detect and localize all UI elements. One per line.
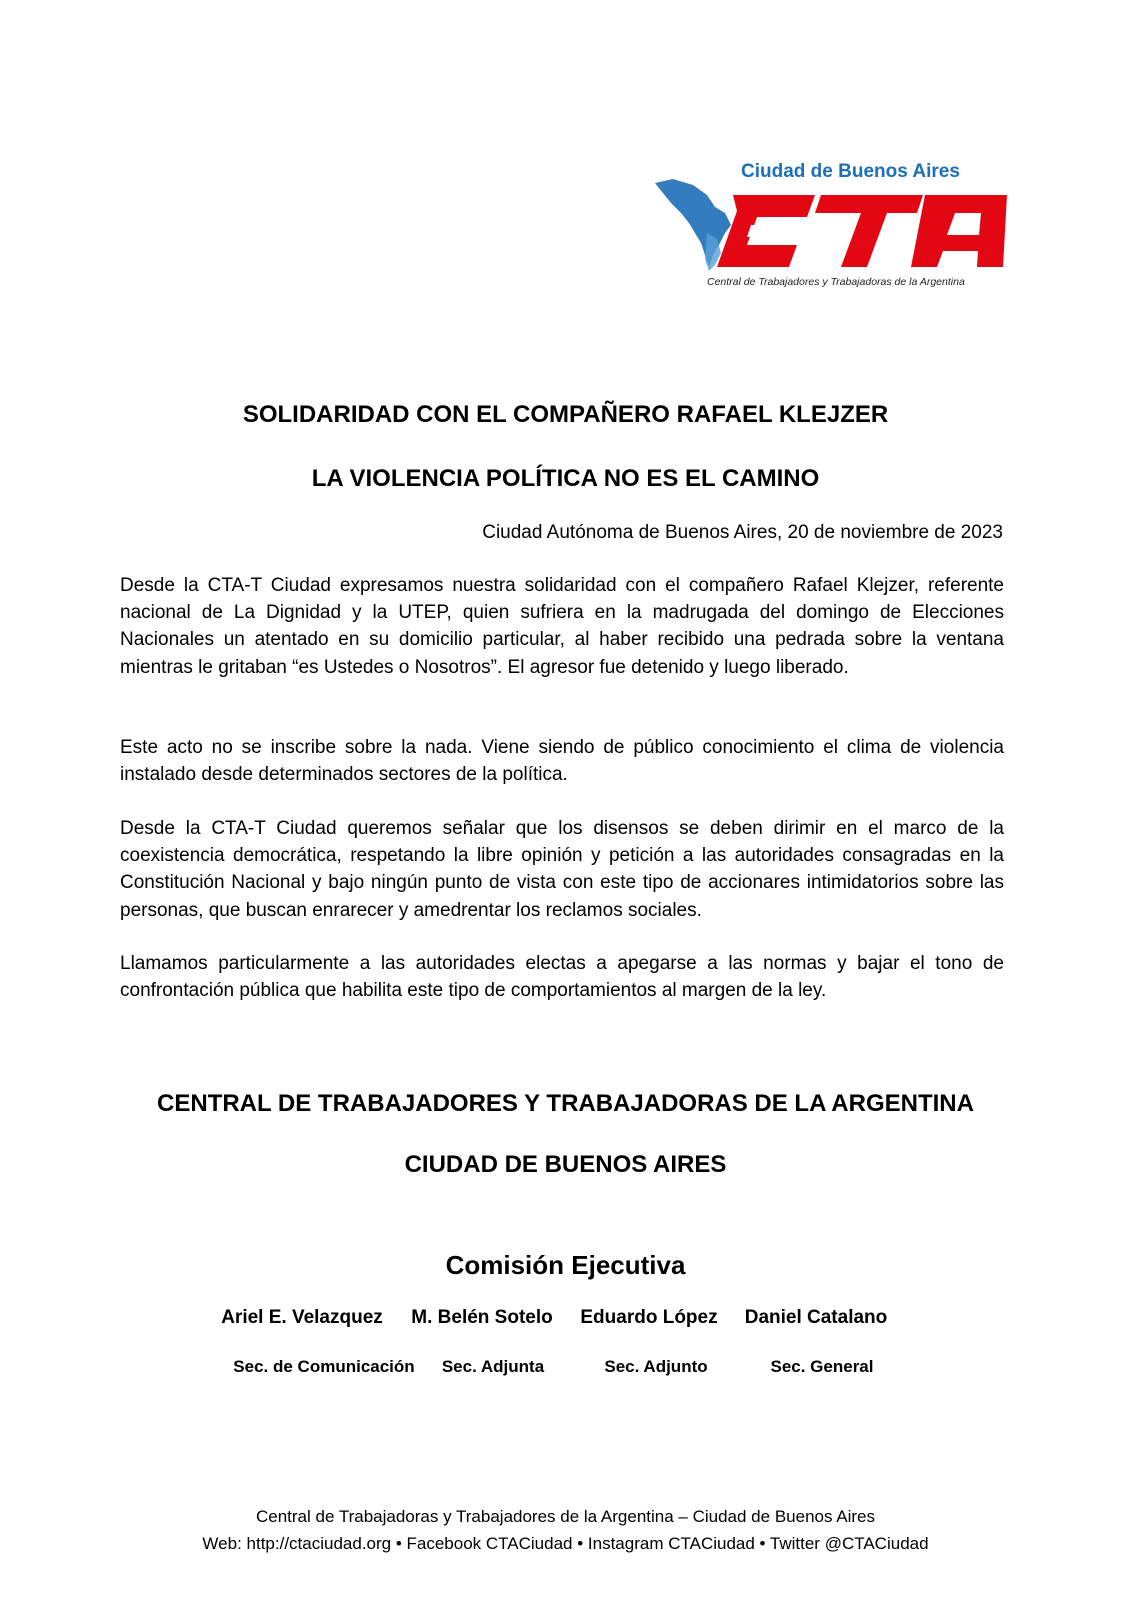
signatory-roles: [0, 1357, 1131, 1385]
cta-logo: [655, 155, 1025, 295]
dateline: Ciudad Autónoma de Buenos Aires, 20 de noviembre de 2023: [482, 522, 1003, 543]
document-title: SOLIDARIDAD CON EL COMPAÑERO RAFAEL KLEJZER: [242, 401, 889, 428]
signatory-name: Eduardo López: [580, 1307, 718, 1328]
paragraph: Desde la CTA-T Ciudad queremos señalar que los disensos se deben dirimir en el marco de la coexistencia democrática, respetando la libre opinión y petición a las autoridades consagradas en la Constitución Nacional y bajo ningún punto de vista con este tipo de accionares intimidatorios sobre las personas, que buscan enrarecer y amedrentar los reclamos sociales.: [120, 818, 1004, 921]
signatory-name: Daniel Catalano: [744, 1307, 888, 1328]
signatory-role: Sec. Adjunto: [604, 1357, 708, 1376]
signatory-role: Sec. Adjunta: [441, 1357, 545, 1376]
signatory-name: M. Belén Sotelo: [411, 1307, 553, 1328]
logo-tagline-text: Central de Trabajadores y Trabajadoras de la Argentina: [707, 276, 965, 288]
document-subtitle: LA VIOLENCIA POLÍTICA NO ES EL CAMINO: [311, 465, 820, 492]
signatory-role: Sec. de Comunicación: [233, 1357, 415, 1376]
signatory-role: Sec. General: [770, 1357, 874, 1376]
paragraph: Desde la CTA-T Ciudad expresamos nuestra solidaridad con el compañero Rafael Klejzer, referente nacional de La Dignidad y la UTEP, quien sufriera en la madrugada del domingo de Elecciones Nacionales un atentado en su domicilio particular, al haber recibido una pedrada sobre la ventana mientras le gritaban “es Ustedes o Nosotros”. El agresor fue detenido y luego liberado.: [120, 575, 1004, 678]
organization-city: CIUDAD DE BUENOS AIRES: [404, 1151, 727, 1178]
signatory-name: Ariel E. Velazquez: [221, 1307, 383, 1328]
footer-organization: Central de Trabajadoras y Trabajadores de la Argentina – Ciudad de Buenos Aires: [255, 1507, 875, 1526]
paragraph: Llamamos particularmente a las autoridades electas a apegarse a las normas y bajar el tono de confrontación pública que habilita este tipo de comportamientos al margen de la ley.: [120, 953, 1004, 1002]
organization-name: CENTRAL DE TRABAJADORES Y TRABAJADORAS DE LA ARGENTINA: [157, 1090, 974, 1117]
signatory-names: [0, 1307, 1131, 1337]
footer-contacts: Web: http://ctaciudad.org • Facebook CTACiudad • Instagram CTACiudad • Twitter @CTACiudad: [202, 1534, 929, 1553]
paragraph: Este acto no se inscribe sobre la nada. Viene siendo de público conocimiento el clima de violencia instalado desde determinados sectores de la política.: [120, 737, 1004, 786]
logo-city-text: Ciudad de Buenos Aires: [741, 161, 960, 182]
commission-heading: Comisión Ejecutiva: [445, 1250, 686, 1280]
